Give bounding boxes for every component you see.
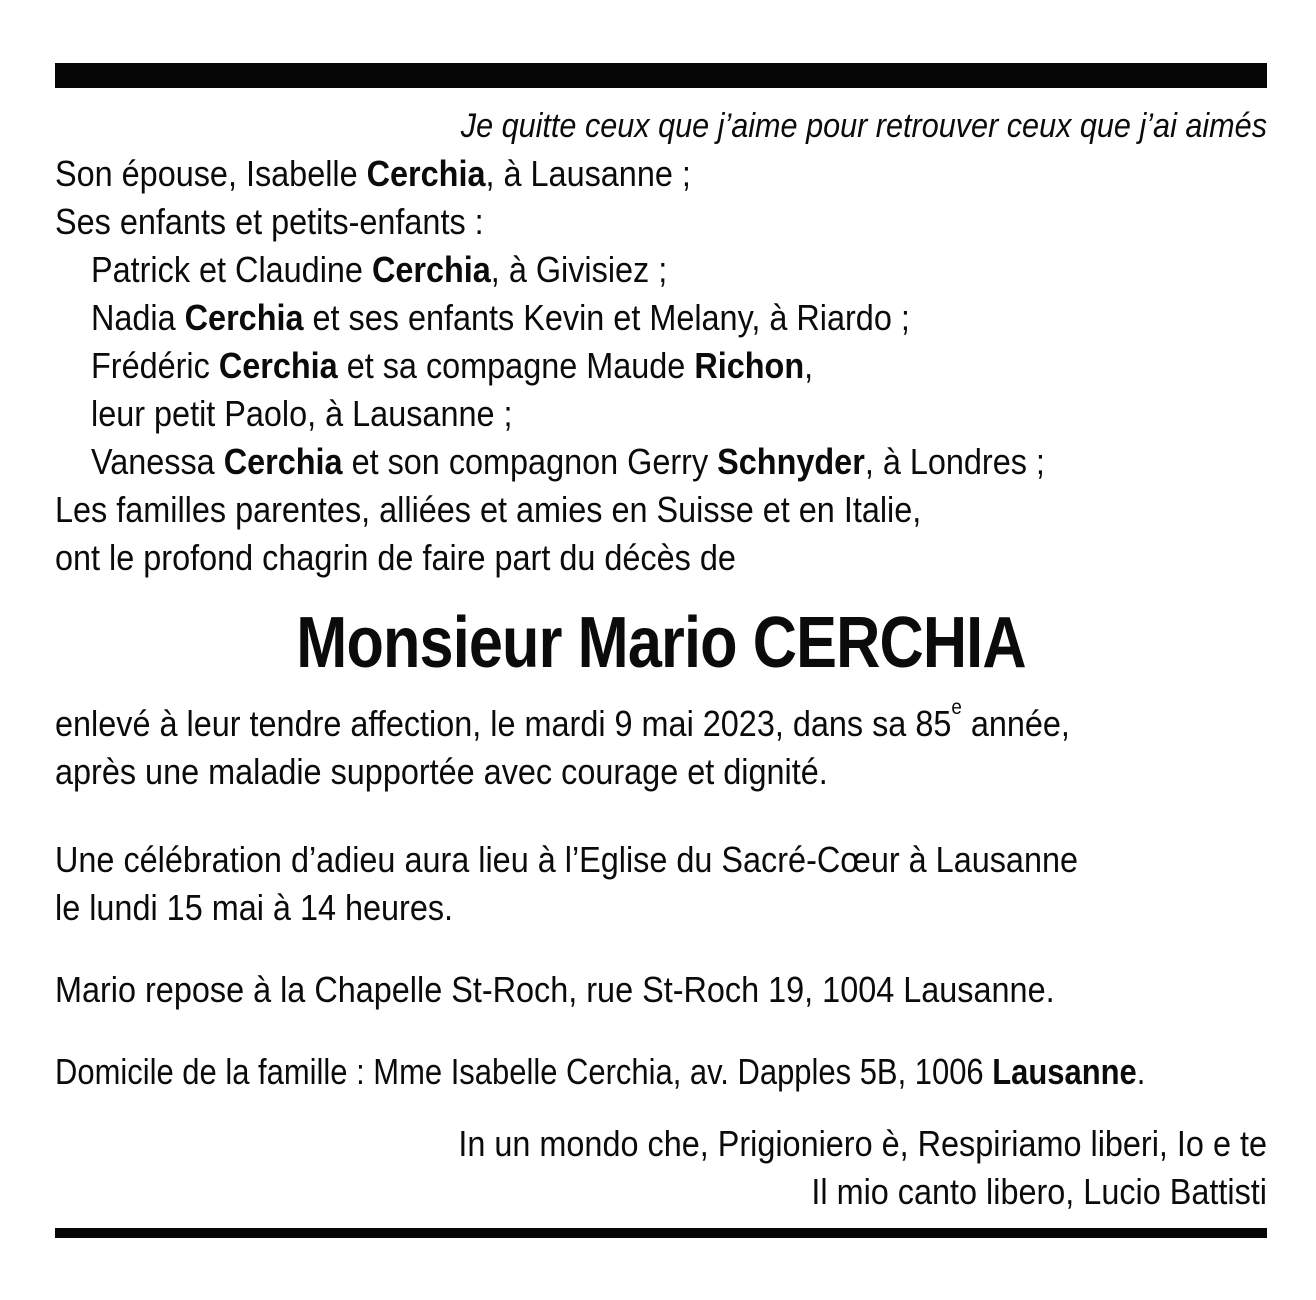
ceremony-line2: le lundi 15 mai à 14 heures.: [55, 887, 454, 928]
death-details-paragraph: [55, 695, 1267, 796]
text-segment: Son épouse, Isabelle: [55, 153, 367, 194]
death-details-line1-tail: année,: [961, 703, 1070, 744]
deceased-name-heading: Monsieur Mario CERCHIA: [296, 603, 1026, 683]
family-section: [55, 150, 1267, 582]
domicile-paragraph: [55, 1048, 1267, 1096]
death-details-line2: après une maladie supportée avec courage et dignité.: [55, 751, 828, 792]
ceremony-line1: Une célébration d’adieu aura lieu à l’Eglise du Sacré-Cœur à Lausanne: [55, 839, 1079, 880]
surname-bold: Cerchia: [366, 153, 486, 194]
surname-bold: Cerchia: [184, 297, 304, 338]
family-line: [55, 438, 1146, 486]
epigraph-quote: Je quitte ceux que j’aime pour retrouver ceux que j’ai aimés: [460, 107, 1268, 145]
family-line: [55, 294, 1146, 342]
text-segment: Nadia: [91, 297, 185, 338]
song-quote-line1: In un mondo che, Prigioniero è, Respiriamo liberi, Io e te: [458, 1123, 1267, 1164]
surname-bold: Cerchia: [218, 345, 338, 386]
text-segment: , à Givisiez ;: [490, 249, 668, 290]
text-segment: leur petit Paolo, à Lausanne ;: [91, 393, 513, 434]
text-segment: , à Londres ;: [864, 441, 1045, 482]
top-rule: [55, 63, 1267, 88]
family-line: [55, 534, 1146, 582]
family-line: [55, 198, 1146, 246]
family-line: [55, 246, 1146, 294]
text-segment: et son compagnon Gerry: [342, 441, 718, 482]
text-segment: ,: [804, 345, 814, 386]
repose-line: Mario repose à la Chapelle St-Roch, rue St-Roch 19, 1004 Lausanne.: [55, 969, 1055, 1010]
surname-bold: Cerchia: [223, 441, 343, 482]
family-line: [55, 390, 1146, 438]
death-details-line1: [55, 695, 1146, 748]
family-line: [55, 486, 1146, 534]
text-segment: Les familles parentes, alliées et amies en Suisse et en Italie,: [55, 489, 922, 530]
text-segment: , à Lausanne ;: [485, 153, 691, 194]
song-quote: [55, 1120, 1267, 1216]
text-segment: et ses enfants Kevin et Melany, à Riardo ;: [303, 297, 910, 338]
text-segment: .: [1136, 1051, 1146, 1092]
text-segment: Vanessa: [91, 441, 224, 482]
age-ordinal-superscript: e: [951, 695, 962, 719]
bottom-rule: [55, 1228, 1267, 1238]
surname-bold: Lausanne: [992, 1051, 1137, 1092]
death-details-line1-text: enlevé à leur tendre affection, le mardi 9 mai 2023, dans sa 85: [55, 703, 952, 744]
text-segment: Patrick et Claudine: [91, 249, 372, 290]
repose-paragraph: [55, 966, 1267, 1014]
text-segment: Frédéric: [91, 345, 219, 386]
family-line: [55, 150, 1146, 198]
text-segment: Ses enfants et petits-enfants :: [55, 201, 484, 242]
text-segment: ont le profond chagrin de faire part du décès de: [55, 537, 736, 578]
surname-bold: Cerchia: [371, 249, 491, 290]
family-home-line: [55, 1048, 1146, 1096]
song-quote-line2: Il mio canto libero, Lucio Battisti: [811, 1171, 1267, 1212]
surname-bold: Schnyder: [717, 441, 865, 482]
text-segment: et sa compagne Maude: [337, 345, 695, 386]
ceremony-paragraph: [55, 836, 1267, 932]
text-segment: Domicile de la famille : Mme Isabelle Cerchia, av. Dapples 5B, 1006: [55, 1051, 993, 1092]
surname-bold: Richon: [694, 345, 805, 386]
notice-content: [0, 63, 1316, 1238]
family-line: [55, 342, 1146, 390]
